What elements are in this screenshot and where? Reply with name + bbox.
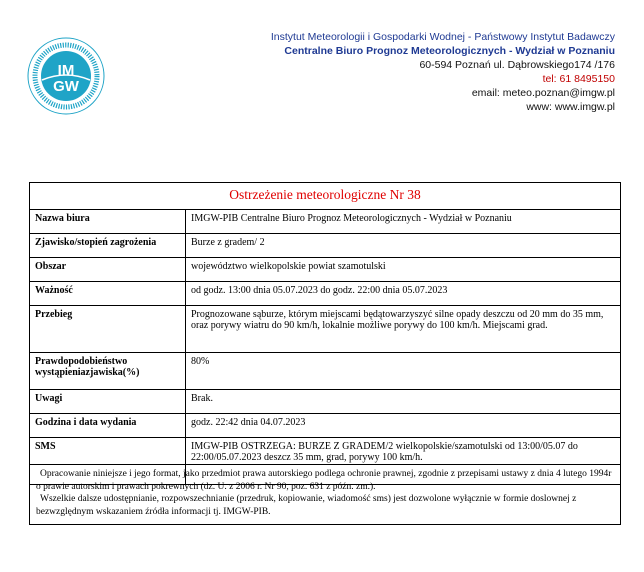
row-label-issued: Godzina i data wydania [30,414,186,438]
row-value-issued: godz. 22:42 dnia 04.07.2023 [186,414,621,438]
email-link[interactable]: email: meteo.poznan@imgw.pl [471,87,615,99]
row-value-probability: 80% [186,353,621,390]
address: 60-594 Poznań ul. Dąbrowskiego174 /176 [419,59,615,71]
row-label-sms: SMS [30,438,186,485]
copyright-paragraph: Opracowanie niniejsze i jego format, jako przedmiot prawa autorskiego podlega ochronie prawnej, zgodnie z przepisami ustawy z dnia 4 lutego 1994r o prawie autorskim i prawach pokrewnych (dz. U. z 2006 r. Nr 90, poz. 631 z późn. zm.). [36,469,612,492]
row-value-remarks: Brak. [186,390,621,414]
row-label-course: Przebieg [30,306,186,353]
imgw-logo-icon [26,36,106,116]
table-row [30,390,621,414]
row-label-phenomenon: Zjawisko/stopień zagrożenia [30,234,186,258]
institute-name: Instytut Meteorologii i Gospodarki Wodnej - Państwowy Instytut Badawczy [270,31,615,43]
table-row [30,234,621,258]
row-value-area: województwo wielkopolskie powiat szamotulski [186,258,621,282]
table-row [30,306,621,353]
table-row [30,210,621,234]
table-row [30,414,621,438]
phone: tel: 61 8495150 [542,73,615,85]
row-label-area: Obszar [30,258,186,282]
table-row [30,353,621,390]
warning-table [29,182,621,485]
table-row [30,282,621,306]
logo-text-top: IM [57,62,75,79]
row-label-probability: Prawdopodobieństwo wystąpieniazjawiska(%) [30,353,186,390]
row-value-course: Prognozowane sąburze, którym miejscami będątowarzyszyć silne opady deszczu od 20 mm do 35 mm, oraz porywy wiatru do 90 km/h, lokalnie możliwe porywy do 100 km/h. Miejscami grad. [186,306,621,353]
row-value-validity: od godz. 13:00 dnia 05.07.2023 do godz. 22:00 dnia 05.07.2023 [186,282,621,306]
row-value-sms: IMGW-PIB OSTRZEGA: BURZE Z GRADEM/2 wielkopolskie/szamotulski od 13:00/05.07 do 22:00/05.07.2023 deszcz 35 mm, grad, porywy 100 km/h. [186,438,621,485]
copyright-notice [29,464,621,525]
table-row [30,258,621,282]
institute-header [195,30,615,114]
website-link[interactable]: www: www.imgw.pl [526,101,615,113]
row-label-office: Nazwa biura [30,210,186,234]
distribution-paragraph: Wszelkie dalsze udostępnianie, rozpowszechnianie (przedruk, kopiowanie, wiadomość sms) jest dozwolone wyłącznie w formie doslownej z bezwzględnym wskazaniem źródła informacji tj. IMGW-PIB. [36,494,577,517]
row-value-phenomenon: Burze z gradem/ 2 [186,234,621,258]
office-name: Centralne Biuro Prognoz Meteorologicznych - Wydział w Poznaniu [284,45,615,57]
row-value-office: IMGW-PIB Centralne Biuro Prognoz Meteorologicznych - Wydział w Poznaniu [186,210,621,234]
warning-title: Ostrzeżenie meteorologiczne Nr 38 [30,183,621,210]
row-label-remarks: Uwagi [30,390,186,414]
logo-text-bottom: GW [53,78,79,95]
row-label-validity: Ważność [30,282,186,306]
